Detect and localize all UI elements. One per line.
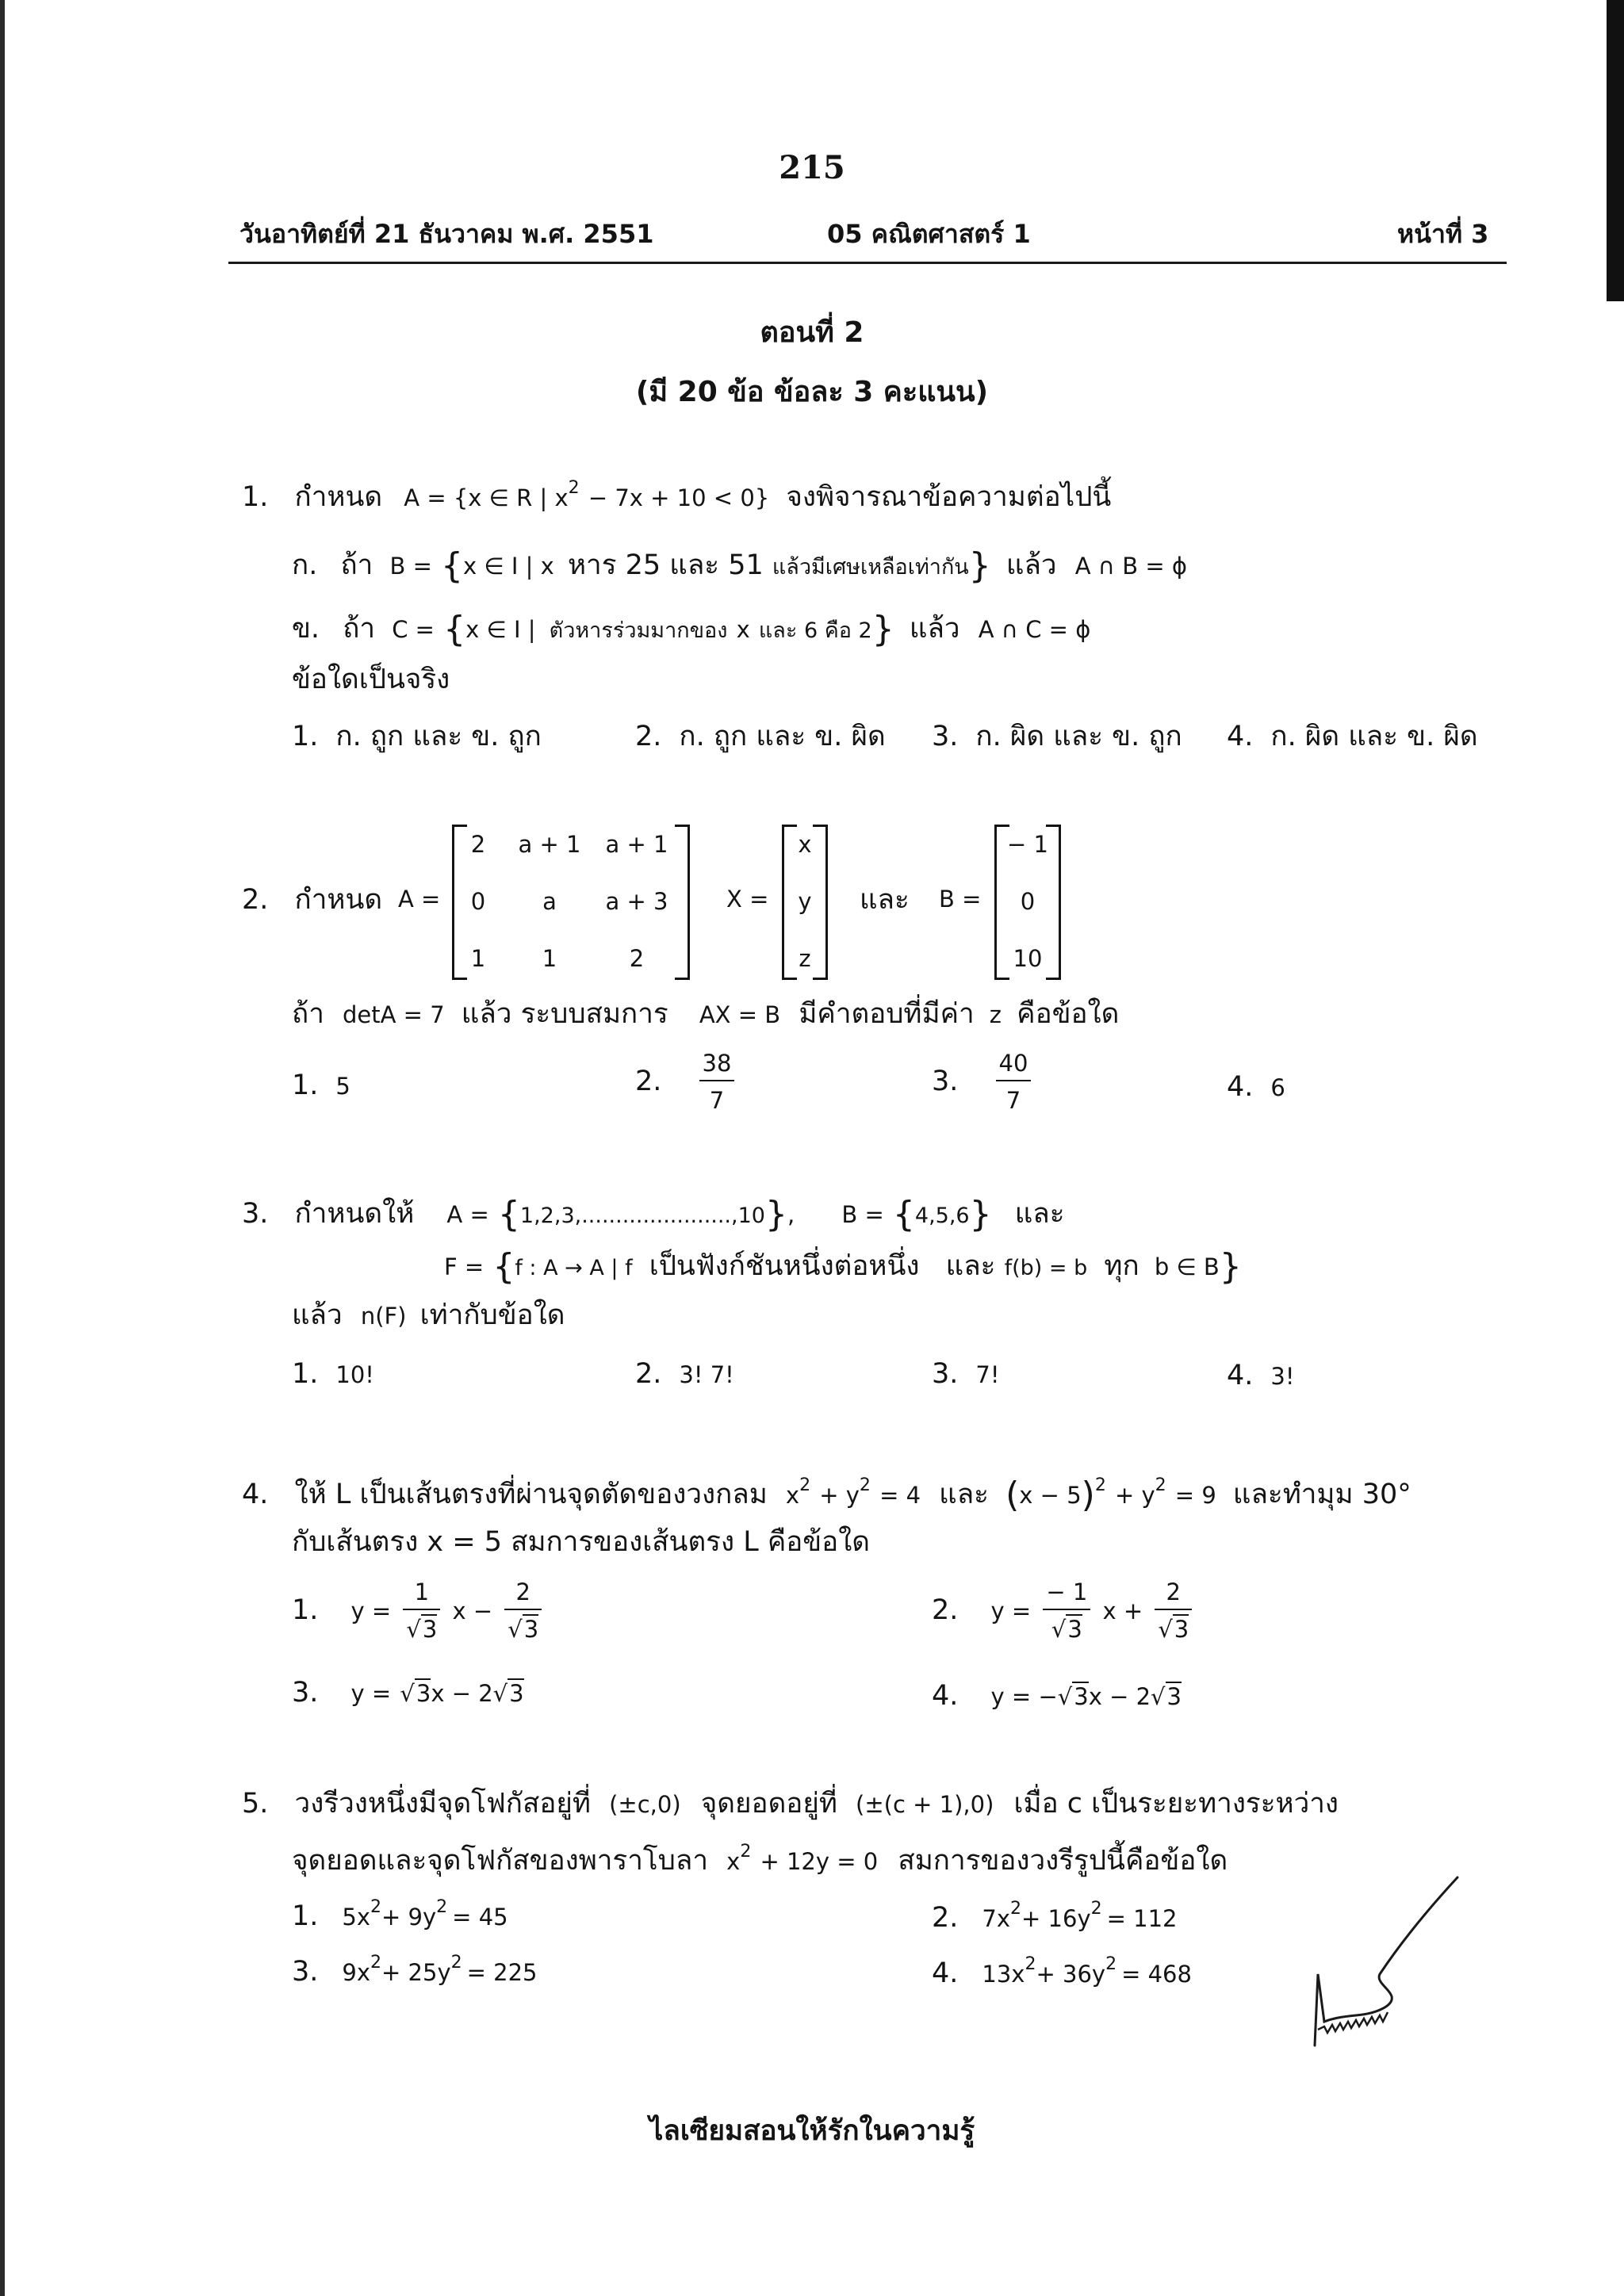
q2-b-label: B = [939,886,982,913]
q4-paren-open: ( [1005,1475,1020,1515]
q1-b-math-4: A ∩ C = ϕ [978,616,1091,643]
q1-stem-text: กำหนด [294,481,383,513]
q1-choice-3[interactable] [932,723,1182,751]
choice-number: 4. [932,1680,959,1712]
matrix-b-cell: − 1 [1007,831,1048,858]
matrix-b-cell: 0 [1020,888,1036,915]
fraction-numerator: 1 [403,1581,440,1610]
q4-circle-1-r: = 4 [879,1482,921,1509]
fraction [504,1578,542,1643]
exponent: 2 [370,1953,382,1973]
choice-value: 6 [1270,1074,1285,1101]
matrix-a-cell: 0 [470,888,486,915]
header-rule [228,262,1507,264]
q3-choice-4[interactable] [1227,1362,1294,1390]
q5-choice-2[interactable] [932,1899,1178,1934]
q1-b-math-2: x ∈ I | [465,616,536,643]
choice-rhs: = 468 [1121,1961,1192,1988]
q1-statement-b [292,609,1091,649]
matrix-a-cell: 1 [470,945,486,972]
choice-term: 7x [982,1905,1011,1932]
choice-number: 2. [635,1066,662,1097]
q5-line2-text-1: จุดยอดและจุดโฟกัสของพาราโบลา [292,1845,708,1877]
q1-b-text-1: ถ้า [343,613,376,645]
q1-question: ข้อใดเป็นจริง [292,664,450,695]
q4-circle-2-r: = 9 [1174,1482,1216,1509]
header-subject: 05 คณิตศาสตร์ 1 [827,219,1031,249]
q3-b-brace-close: } [969,1194,992,1234]
q1-a-brace-open: { [441,545,464,586]
sqrt-icon: √ [508,1616,523,1643]
q5-line2-text-2: สมการของวงรีรูปนี้คือข้อใด [898,1845,1228,1877]
q1-b-label: ข. [292,613,320,645]
q1-set-a-end: − 7x + 10 < 0} [588,484,770,511]
choice-number: 4. [1227,1071,1254,1103]
q1-a-math-2: x ∈ I | x [463,553,554,580]
fraction [1043,1578,1090,1643]
q2-line2-math-2: AX = B [699,1001,781,1028]
q1-stem [242,478,1112,513]
q3-f-and: และ [945,1250,996,1282]
q1-statement-a [292,545,1187,586]
exponent: 2 [1090,1899,1102,1919]
q4-exp: 2 [1155,1475,1166,1495]
q3-line3-math: n(F) [360,1303,407,1330]
choice-value: 7! [975,1361,1000,1388]
q2-number: 2. [242,884,269,916]
q3-comma: , [787,1201,795,1228]
q3-f-math: f : A → A | f [515,1256,633,1280]
radicand: 3 [1166,1683,1182,1710]
q3-f-text: เป็นฟังก์ชันหนึ่งต่อหนึ่ง [649,1250,920,1282]
q3-b-set: 4,5,6 [914,1203,970,1228]
q5-line1-math-2: (±(c + 1),0) [856,1791,994,1818]
q3-and: และ [1014,1198,1065,1230]
q4-choice-2[interactable] [932,1578,1195,1643]
q2-matrix-x [782,825,828,980]
choice-number: 1. [292,1358,319,1390]
q3-number: 3. [242,1198,269,1230]
q2-x-label: X = [726,886,769,913]
q3-a-brace-open: { [497,1194,520,1234]
q3-b-label: B = [841,1201,884,1228]
radicand: 3 [1074,1683,1089,1710]
q3-stem-text: กำหนดให้ [294,1198,415,1230]
q1-b-text-2: ตัวหารร่วมมากของ [549,618,728,643]
q2-line2-math-3: z [989,1001,1002,1028]
footer-motto: ไลเซียมสอนให้รักในความรู้ [649,2115,975,2147]
choice-number: 2. [932,1902,959,1934]
choice-number: 2. [932,1594,959,1626]
sqrt-icon: √ [1158,1616,1173,1643]
q3-f-condition: f(b) = b [1004,1256,1088,1280]
q2-stem [242,886,382,914]
radicand: 3 [509,1680,524,1707]
choice-term: 5x [342,1904,371,1931]
q4-stem [242,1475,1411,1515]
q2-line2-text-4: คือข้อใด [1017,998,1120,1030]
q2-choice-4[interactable] [1227,1073,1285,1101]
header-date: วันอาทิตย์ที่ 21 ธันวาคม พ.ศ. 2551 [239,219,654,249]
q3-f-every: ทุก [1104,1250,1139,1282]
q3-stem [242,1194,1065,1234]
matrix-a-cell: 2 [629,945,645,972]
q2-choice-2[interactable] [635,1052,737,1112]
choice-number: 1. [292,721,319,752]
section-title: ตอนที่ 2 [760,316,864,349]
fraction-denominator: 3 [523,1616,539,1643]
fraction-denominator: 3 [1174,1616,1189,1643]
matrix-x-cell: x [798,831,812,858]
choice-rhs: = 45 [452,1904,508,1931]
q1-a-text-1: ถ้า [340,549,373,581]
q3-a-brace-close: } [764,1194,787,1234]
q1-a-math-3: A ∩ B = ϕ [1074,553,1187,580]
sqrt-icon: √ [1051,1616,1067,1643]
exponent: 2 [370,1897,382,1917]
choice-number: 3. [932,721,959,752]
q2-matrix-b [994,825,1061,980]
q1-b-math-3: x [736,616,750,643]
q2-line2-text-1: ถ้า [292,998,324,1030]
q5-number: 5. [242,1788,269,1820]
q4-line-2: กับเส้นตรง x = 5 สมการของเส้นตรง L คือข้อใด [292,1526,871,1558]
sqrt-icon: √ [406,1616,421,1643]
radicand: 3 [416,1680,431,1707]
q1-choice-4[interactable] [1227,723,1478,751]
matrix-a-cell: a [542,888,557,915]
q2-a-label: A = [398,886,441,913]
matrix-a-cell: a + 1 [518,831,581,858]
choice-term: + 16y [1021,1905,1091,1932]
q2-stem-text: กำหนด [294,884,383,916]
q1-b-brace-close: } [871,609,894,649]
fraction-denominator: 3 [422,1616,438,1643]
choice-lhs: y = [350,1680,392,1707]
choice-lhs: y = [990,1598,1032,1624]
q2-line2-text-2: แล้ว ระบบสมการ [461,998,668,1030]
q3-f-condition-2: b ∈ B [1154,1253,1220,1280]
sqrt-icon: √ [1057,1683,1073,1710]
fraction [996,1052,1032,1112]
sqrt-icon: √ [400,1680,415,1707]
fraction [403,1578,440,1643]
q5-exp: 2 [740,1842,752,1862]
q4-circle-1-y: + y [819,1482,860,1509]
q1-number: 1. [242,481,269,513]
q4-circle-2-y: + y [1114,1482,1155,1509]
q4-choice-1[interactable] [292,1578,545,1643]
exponent: 2 [436,1897,448,1917]
choice-number: 3. [932,1066,959,1097]
q1-exponent: 2 [568,478,580,498]
fraction [699,1052,735,1112]
fraction-numerator: 2 [1155,1581,1192,1610]
q3-line3-text-1: แล้ว [292,1299,343,1331]
q4-and: และ [939,1479,989,1510]
q1-b-text-3: และ 6 คือ 2 [758,618,872,643]
matrix-x-cell: y [798,888,812,915]
q2-matrix-a [452,825,690,980]
q2-line2-text-3: มีคำตอบที่มีค่า [799,998,975,1030]
q3-a-label: A = [446,1201,489,1228]
choice-number: 2. [635,721,662,752]
q3-choice-3[interactable] [932,1360,999,1388]
q2-choice-1[interactable] [292,1072,350,1100]
q1-a-text-2: หาร 25 และ 51 [567,549,764,581]
choice-term: + 25y [381,1959,451,1986]
choice-text: ก. ถูก และ ข. ผิด [679,721,886,752]
q4-exp: 2 [1094,1475,1106,1495]
q5-choice-4[interactable] [932,1954,1192,1989]
q3-a-set: 1,2,3,......................,10 [519,1203,765,1228]
choice-value: 3! 7! [679,1361,734,1388]
choice-text: ก. ถูก และ ข. ถูก [335,721,542,752]
q2-and: และ [860,884,910,916]
choice-value: 3! [1270,1363,1295,1390]
q4-exp: 2 [799,1475,811,1495]
q1-choice-1[interactable] [292,723,542,751]
choice-number: 1. [292,1594,319,1626]
sqrt-icon: √ [492,1680,508,1707]
q1-b-math-1: C = [392,616,435,643]
q1-stem-text-2: จงพิจารณาข้อความต่อไปนี้ [786,481,1112,513]
q3-line3-text-2: เท่ากับข้อใด [419,1299,565,1331]
matrix-b-cell: 10 [1013,945,1043,972]
matrix-a-cell: a + 1 [605,831,668,858]
q2-question [292,998,1120,1030]
choice-value: 5 [335,1073,350,1100]
choice-number: 4. [1227,1360,1254,1391]
q5-choice-1[interactable] [292,1897,508,1932]
q1-b-brace-open: { [443,609,466,649]
q5-line-2 [292,1842,1228,1877]
choice-lhs: y = [350,1598,392,1624]
q1-a-math-1: B = [389,553,432,580]
choice-middle: x − 2 [1088,1683,1151,1710]
q3-choice-1[interactable] [292,1360,374,1388]
header-page: หน้าที่ 3 [1397,219,1489,249]
choice-term: 13x [982,1961,1025,1988]
q5-line1-text-1: วงรีวงหนึ่งมีจุดโฟกัสอยู่ที่ [294,1788,591,1820]
choice-term: 9x [342,1959,371,1986]
q1-b-text-4: แล้ว [909,613,960,645]
section-subtitle: (มี 20 ข้อ ข้อละ 3 คะแนน) [635,376,989,408]
matrix-a-cell: 2 [470,831,486,858]
matrix-a-cell: 1 [542,945,557,972]
q5-stem [242,1790,1339,1818]
q3-b-brace-open: { [892,1194,915,1234]
fraction-denominator: 3 [1067,1616,1082,1643]
q4-circle-1-x: x [785,1482,800,1509]
q1-a-label: ก. [292,549,318,581]
fraction [1155,1578,1192,1643]
fraction-numerator: 40 [996,1052,1032,1081]
q5-line2-math-b: + 12y = 0 [760,1848,879,1875]
q1-a-text-3: แล้วมีเศษเหลือเท่ากัน [772,555,969,580]
choice-middle: x − 2 [431,1680,493,1707]
choice-number: 4. [932,1957,959,1989]
choice-middle: x − [452,1598,493,1624]
q5-line1-text-3: เมื่อ c เป็นระยะทางระหว่าง [1013,1788,1339,1820]
q3-f-brace-open: { [492,1246,515,1287]
sqrt-icon: √ [1151,1683,1166,1710]
q3-f-label: F = [444,1253,485,1280]
q1-a-text-4: แล้ว [1005,549,1057,581]
q4-text-1: ให้ L เป็นเส้นตรงที่ผ่านจุดตัดของวงกลม [294,1479,768,1510]
choice-number: 4. [1227,721,1254,752]
q4-paren-close: ) [1081,1475,1095,1515]
fraction-denominator: 7 [1005,1087,1021,1114]
choice-number: 3. [292,1956,319,1988]
choice-text: ก. ผิด และ ข. ผิด [1270,721,1478,752]
choice-text: ก. ผิด และ ข. ถูก [975,721,1182,752]
q5-choice-3[interactable] [292,1953,538,1988]
choice-number: 2. [635,1358,662,1390]
q3-choice-2[interactable] [635,1360,734,1388]
q3-f-brace-close: } [1219,1246,1242,1287]
q1-set-a: A = {x ∈ R | x [404,484,569,511]
matrix-x-cell: z [799,945,811,972]
exponent: 2 [1010,1899,1022,1919]
q2-choice-3[interactable] [932,1052,1034,1112]
q4-choice-3[interactable] [292,1679,524,1707]
exponent: 2 [450,1953,462,1973]
page-number: 215 [779,149,845,186]
q5-line2-math-a: x [726,1848,741,1875]
handwritten-signature [1300,1871,1475,2053]
q3-question [292,1299,565,1331]
q4-choice-4[interactable] [932,1682,1182,1710]
q5-line1-text-2: จุดยอดอยู่ที่ [700,1788,837,1820]
matrix-a-cell: a + 3 [605,888,668,915]
choice-middle: x + [1102,1598,1143,1624]
choice-number: 1. [292,1900,319,1932]
choice-rhs: = 112 [1106,1905,1178,1932]
choice-value: 10! [335,1361,374,1388]
q3-set-f [444,1246,1242,1287]
q4-exp: 2 [859,1475,871,1495]
choice-term: + 9y [381,1904,437,1931]
choice-number: 3. [292,1677,319,1709]
exponent: 2 [1025,1954,1036,1974]
choice-rhs: = 225 [466,1959,538,1986]
q4-number: 4. [242,1479,269,1510]
fraction-denominator: 7 [709,1087,725,1114]
choice-number: 1. [292,1070,319,1101]
choice-term: + 36y [1036,1961,1106,1988]
choice-number: 3. [932,1358,959,1390]
q2-line2-math-1: detA = 7 [343,1001,445,1028]
q1-a-brace-close: } [968,545,991,586]
fraction-numerator: 2 [504,1581,542,1610]
fraction-numerator: 38 [699,1052,735,1081]
choice-lhs: y = − [990,1683,1058,1710]
q4-circle-2-x: x − 5 [1019,1482,1082,1509]
exponent: 2 [1105,1954,1117,1974]
fraction-numerator: − 1 [1043,1581,1090,1610]
q5-line1-math-1: (±c,0) [609,1791,681,1818]
q4-text-2: และทำมุม 30° [1232,1479,1411,1510]
q1-choice-2[interactable] [635,723,886,751]
